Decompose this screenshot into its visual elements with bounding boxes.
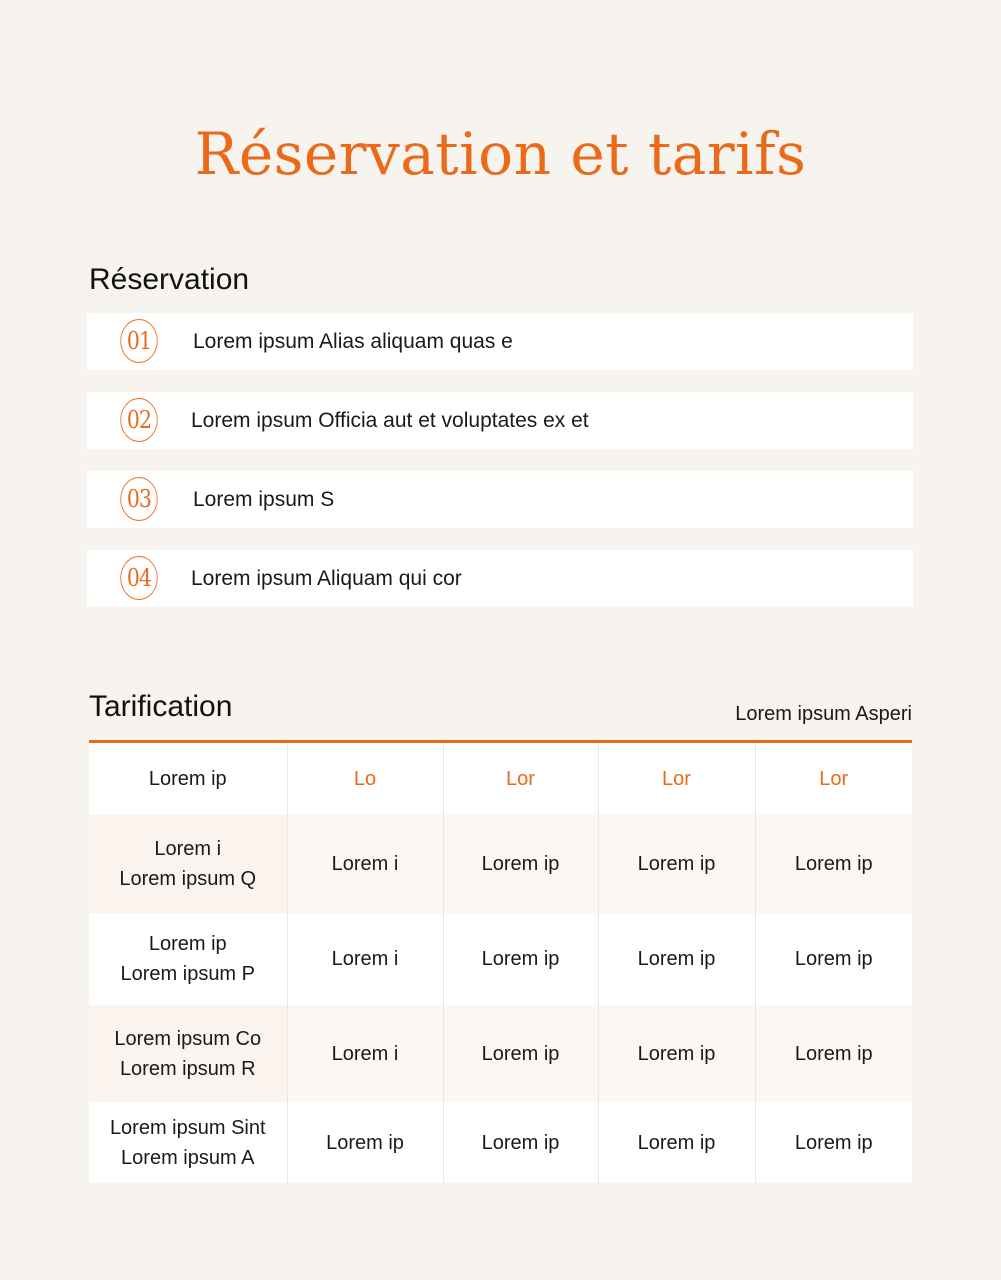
reservation-steps (87, 313, 913, 629)
pricing-table (89, 740, 912, 1183)
table-header-cell: Lor (755, 743, 912, 815)
table-cell: Lorem ip (598, 1005, 755, 1102)
table-row (89, 1005, 912, 1102)
page-title: Réservation et tarifs (194, 120, 807, 188)
table-cell: Lorem ip (443, 1102, 598, 1183)
step-number-badge: 01 (120, 319, 157, 363)
step-item (87, 550, 913, 607)
step-text: Lorem ipsum S (193, 487, 335, 511)
row-label-line: Lorem ipsum R (119, 1057, 256, 1080)
row-label-line: Lorem ipsum Sint (109, 1116, 266, 1139)
row-label-line: Lorem ipsum A (121, 1146, 255, 1169)
table-cell: Lorem i (287, 1005, 443, 1102)
row-label-cell (89, 1102, 287, 1183)
row-label-line: Lorem ipsum Co (114, 1027, 262, 1050)
row-label-line: Lorem ipsum Q (119, 868, 257, 890)
table-cell: Lorem ip (598, 815, 755, 913)
table-cell: Lorem ip (443, 1005, 598, 1102)
table-header-cell: Lorem ip (148, 768, 227, 790)
table-cell: Lorem ip (443, 913, 598, 1005)
row-label-line: Lorem i (154, 838, 222, 860)
step-item (87, 313, 913, 370)
table-row (89, 815, 912, 913)
step-number-badge: 02 (120, 398, 157, 442)
table-header-cell: Lor (443, 743, 598, 815)
step-text: Lorem ipsum Aliquam qui cor (191, 566, 462, 590)
pricing-note: Lorem ipsum Asperi (735, 703, 912, 725)
table-cell: Lorem ip (443, 815, 598, 913)
row-label-cell (89, 1005, 287, 1102)
table-cell: Lorem ip (755, 1102, 912, 1183)
table-row (89, 913, 912, 1005)
table-header-row (89, 743, 912, 815)
row-label-line: Lorem ip (148, 933, 227, 955)
row-label-cell (89, 913, 287, 1005)
pricing-heading: Tarification (89, 690, 233, 723)
step-number-badge: 04 (120, 556, 157, 600)
step-item (87, 392, 913, 449)
step-number-badge: 03 (120, 477, 157, 521)
step-text: Lorem ipsum Officia aut et voluptates ex et (191, 408, 589, 432)
step-text: Lorem ipsum Alias aliquam quas e (193, 329, 513, 353)
table-header-cell: Lor (598, 743, 755, 815)
table-cell: Lorem ip (598, 913, 755, 1005)
table-cell: Lorem ip (598, 1102, 755, 1183)
table-cell: Lorem ip (755, 913, 912, 1005)
table-cell: Lorem i (287, 913, 443, 1005)
table-row (89, 1102, 912, 1183)
table-cell: Lorem ip (755, 1005, 912, 1102)
table-cell: Lorem ip (755, 815, 912, 913)
row-label-cell (89, 815, 287, 913)
table-cell: Lorem i (287, 815, 443, 913)
table-cell: Lorem ip (287, 1102, 443, 1183)
reservation-heading: Réservation (89, 263, 250, 296)
table-header-cell: Lo (287, 743, 443, 815)
row-label-line: Lorem ipsum P (120, 963, 255, 985)
step-item (87, 471, 913, 528)
